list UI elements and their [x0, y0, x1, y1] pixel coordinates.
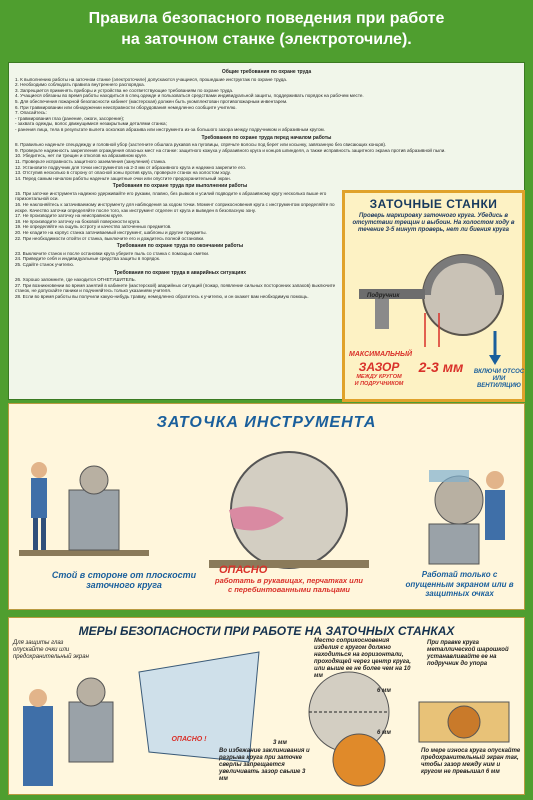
rule-item: 3. Запрещается применять приборы и устройства не соответствующие требованиям по охране труда.: [15, 87, 234, 93]
worker-leg: [33, 518, 38, 550]
worker-body: [23, 706, 53, 786]
gap-label-2: ЗАЗОР: [358, 360, 400, 374]
page-title: [0, 0, 533, 58]
rule-item: 6. При травмировании или обнаружении неисправности оборудования немедленно сообщите учителю.: [15, 104, 237, 110]
title-line-1: Правила безопасного поведения при работе: [88, 10, 445, 27]
grinding-wheel: [77, 678, 105, 706]
rule-item: 11. Проверьте исправность защитного заземления (зануления) станка.: [15, 158, 167, 164]
gap-value: 2-3 мм: [418, 359, 464, 375]
rule-item: - травмирования глаз (ранение, ожоги, засорение);: [15, 115, 125, 121]
gap-label-3: МЕЖДУ КРУГОМ: [356, 374, 402, 380]
rule-item: 7. Опасайтесь:: [15, 110, 47, 116]
rule-item: - ранения лица, тела в результате вылета осколков абразива или инструмента из-за большого зазора между подручником и абразивным кругом.: [15, 126, 325, 132]
panel-title: ЗАТОЧКА ИНСТРУМЕНТА: [156, 414, 377, 431]
grinding-wheel: [80, 466, 108, 494]
sharpening-machines-panel: [342, 190, 525, 402]
rule-item: - захвата одежды, волос движущимися незакрытыми деталями станка;: [15, 121, 167, 127]
rule-item: 5. Для обеспечения пожарной безопасности кабинет (мастерская) должен быть укомплектован противопожарным инвентарем.: [15, 98, 288, 104]
panel-description: Проверь маркировку заточного круга. Убедись в отсутствии трещин и выбоин. На холостом ходу в течение 3-5 минут проверь, нет ли биения круга: [352, 213, 515, 233]
rule-item: 28. Если во время работы вы получили какую-нибудь травму, немедленно обратитесь к учителю, и он окажет вам необходимую помощь.: [15, 293, 309, 299]
rule-item: 2. Необходимо соблюдать правила внутреннего распорядка.: [15, 82, 145, 88]
danger-label: ОПАСНО !: [171, 736, 207, 743]
grinding-wheel: [435, 476, 483, 524]
rule-item: 22. При необходимости отойти от станка, выключите его и дождитесь полной остановки.: [15, 235, 205, 241]
worker-body: [485, 490, 505, 540]
rule-item: 23. Выключите станок и после остановки круга уберите пыль со станка с помощью сметки.: [15, 250, 210, 256]
rule-item: 20. Не кладите на корпус станка затачиваемый инструмент, шаблоны и другие предметы.: [15, 230, 207, 236]
tool-rest-support: [375, 299, 389, 329]
screen-diagram: [139, 652, 259, 762]
caption-left: Стой в стороне от плоскости заточного круга: [51, 570, 197, 590]
note-eye-protection: Для защиты глаз опускайте очки или предохранительный экран: [13, 640, 89, 660]
note-dressing: При правке круга металлической шарошкой устанавливайте ее на подручник до упора: [427, 640, 509, 667]
rules-heading-after: Требования по охране труда по окончании работы: [116, 243, 244, 250]
caption-center: работать в рукавицах, перчатках или с перебинтованными пальцами: [215, 576, 363, 594]
note-contact-point: Место соприкосновения изделия с кругом должно находиться на горизонтали, проходящей через центр круга, или выше ее не более чем на 10 мм: [314, 638, 411, 679]
rule-item: 10. Убедитесь, нет ли трещин и отколов на абразивном круге.: [15, 153, 148, 159]
rule-item: 24. Приведите себя и индивидуальные средства защиты в порядок.: [15, 256, 161, 262]
rule-item: 9. Проверьте надежность закрепления ограждения опасных мест на станке: защитного кожуха у абразивного круга и концов шпинделя, а также исправность защитного экрана против абразивной пыли.: [15, 147, 446, 153]
rules-heading-emergency: Требования по охране труда в аварийных ситуациях: [113, 269, 247, 276]
grinder-stand: [69, 702, 113, 762]
panel-title: МЕРЫ БЕЗОПАСНОСТИ ПРИ РАБОТЕ НА ЗАТОЧНЫХ СТАНКАХ: [78, 624, 455, 638]
worker-head: [31, 462, 47, 478]
rule-item: 4. Учащиеся обязаны во время работы находиться в спец.одежде и пользоваться средствами индивидуальной защиты, поддерживать порядок на рабочем месте.: [15, 93, 364, 99]
rule-item: 15. При заточке инструмента надежно удерживайте его руками, плавно, без рывков и усилий подводите к абразивному кругу несколько выше его горизонтальной оси.: [15, 190, 327, 202]
worker-head: [29, 689, 47, 707]
safety-measures-panel: [8, 617, 525, 795]
wheel-diagram: [333, 734, 385, 786]
gap-label-4: И ПОДРУЧНИКОМ: [354, 381, 404, 387]
rule-item: 14. Перед самым началом работы наденьте защитные очки или опустите предохранительный экран.: [15, 175, 231, 181]
rule-item: 12. Установите подручник для точки инструментов на 2-3 мм от абразивного круга и надежно закрепите его.: [15, 164, 247, 170]
tool-sharpening-panel: [8, 403, 525, 610]
panel-title: ЗАТОЧНЫЕ СТАНКИ: [369, 197, 498, 211]
floor: [19, 550, 149, 556]
rules-heading-during: Требования по охране труда при выполнении работы: [112, 183, 248, 190]
note-screen-wear: По мере износа круга опускайте предохранительный экран так, чтобы зазор между ним и кругом не превышал 6 мм: [421, 748, 521, 775]
dressing-tool: [448, 706, 480, 738]
rule-item: 27. При возникновении во время занятий в кабинете (мастерской) аварийных ситуаций (пожар, появление сильных посторонних запахов) выключите станок, не допускайте паники и подчиняйтесь только указаниям учителя.: [15, 282, 336, 294]
worker-leg: [41, 518, 46, 550]
dimension-label: 6 мм: [377, 688, 391, 694]
worker-head: [486, 471, 504, 489]
caption-danger: ОПАСНО: [219, 564, 268, 576]
protective-screen: [429, 470, 469, 482]
rule-item: 1. К выполнению работы на заточном станке (электроточиле) допускаются учащиеся, прошедшие инструктаж по охране труда.: [15, 76, 288, 82]
dimension-label: 6 мм: [377, 730, 391, 736]
gap-label-1: МАКСИМАЛЬНЫЙ: [349, 351, 413, 358]
grinder-stand: [429, 524, 479, 564]
rules-heading-before: Требования по охране труда перед началом работы: [201, 134, 332, 141]
rule-item: 13. Отступив несколько в сторону от опасной зоны против круга, проверьте станок на холостом ходу.: [15, 170, 231, 176]
vent-arrow-head-icon: [489, 355, 501, 365]
caption-right: Работай только с опущенным экраном или в защитных очках: [405, 570, 514, 598]
rule-item: 26. Хорошо запомните, где находится ОГНЕТУШИТЕЛЬ.: [15, 277, 136, 283]
rule-item: 19. Не определяйте на ощупь остроту и качество заточенных предметов.: [15, 224, 172, 230]
note-gap-limit: Во избежание заклинивания и разрыва круга при заточке сверлы запрещается увеличивать зазор свыше 3 мм: [219, 748, 310, 782]
rule-item: 8. Правильно наденьте спецодежду и головной убор (застегните обшлага рукавов на пуговицы, спрячьте волосы под берет или косынку, завязанную без свисающих концов).: [15, 142, 387, 148]
rule-item: 17. Не производите заточку на неисправном круге.: [15, 213, 124, 219]
support-label: Подручник: [367, 293, 400, 299]
title-line-2: на заточном станке (электроточиле).: [121, 31, 412, 48]
dimension-label: 3 мм: [273, 740, 287, 746]
worker-body: [31, 478, 47, 518]
grinder-stand: [69, 490, 119, 550]
vent-label: ВКЛЮЧИ ОТСОС ИЛИ ВЕНТИЛЯЦИЮ: [473, 369, 525, 389]
rule-item: 18. Не производите заточку на боковой поверхности круга.: [15, 218, 141, 224]
rule-item: 25. Сдайте станок учителю.: [15, 262, 75, 267]
rules-heading-general: Общие требования по охране труда: [221, 69, 312, 75]
rule-item: 16. Не наклоняйтесь к затачиваемому инструменту для наблюдения за ходом точки. Момент соприкосновения круга с инструментом определяйте по искре. Качество заточки определяйте после того, как инструмент отделен от круга и выведен в безопасную зону.: [15, 202, 335, 213]
